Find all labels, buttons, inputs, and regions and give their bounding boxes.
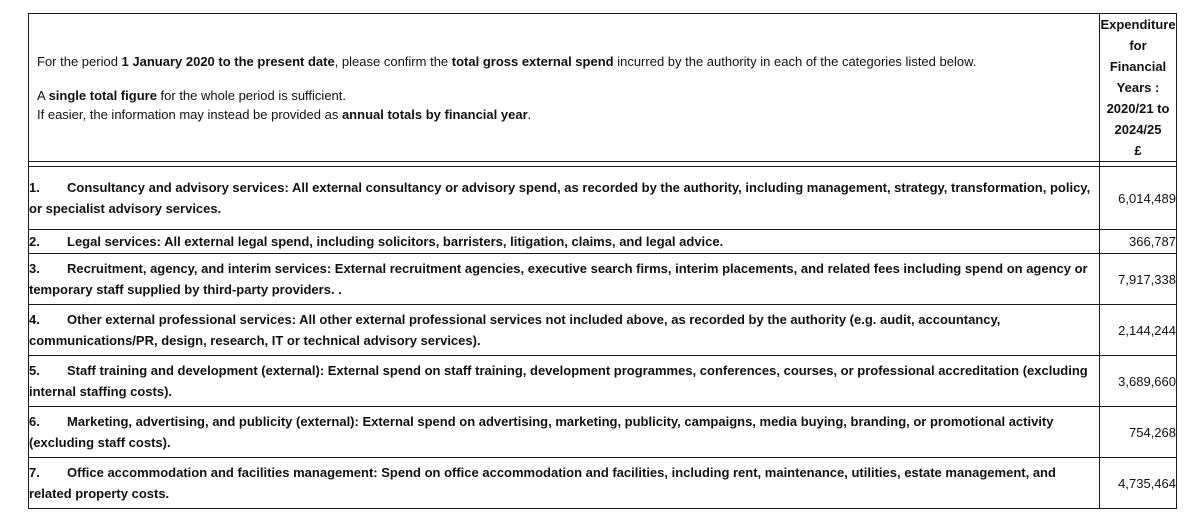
- expenditure-column-header: [1100, 14, 1177, 162]
- table-row: [29, 356, 1177, 407]
- header-line: 2020/21 to: [1106, 101, 1170, 116]
- table-row: [29, 167, 1177, 230]
- row-description: [29, 458, 1100, 509]
- row-text: Marketing, advertising, and publicity (external): External spend on advertising, marketing, publicity, campaigns, media buying, branding, or promotional activity (excluding staff costs).: [29, 414, 1054, 450]
- row-value: 366,787: [1100, 230, 1177, 254]
- table-row: [29, 407, 1177, 458]
- intro-bold-annual-totals: annual totals by financial year: [341, 106, 528, 122]
- header-line: 2024/25: [1114, 122, 1162, 137]
- table-row: [29, 254, 1177, 305]
- row-number: 2.: [29, 234, 40, 249]
- row-text: Consultancy and advisory services: All external consultancy or advisory spend, as recorded by the authority, including management, strategy, transformation, policy, or specialist advisory services.: [29, 180, 1091, 216]
- row-number: 7.: [29, 465, 40, 480]
- table-row: [29, 305, 1177, 356]
- row-number: 3.: [29, 261, 40, 276]
- intro-bold-period: 1 January 2020 to the present date: [121, 53, 335, 69]
- row-description: [29, 305, 1100, 356]
- intro-text-segment: , please confirm the: [334, 53, 452, 69]
- header-line: Years :: [1116, 80, 1160, 95]
- row-text: Staff training and development (external): External spend on staff training, development programmes, conferences, courses, or professional accreditation (excluding internal staffing costs).: [29, 363, 1088, 399]
- intro-line-2: [37, 86, 1091, 105]
- row-number: 4.: [29, 312, 40, 327]
- header-line: Financial: [1109, 59, 1167, 74]
- row-text: Other external professional services: All other external professional services not included above, as recorded by the authority (e.g. audit, accountancy, communications/PR, design, research, IT or technical advisory services).: [29, 312, 1001, 348]
- intro-text: [29, 52, 1099, 124]
- header-row: [29, 14, 1177, 162]
- row-value: 2,144,244: [1100, 305, 1177, 356]
- row-number: 5.: [29, 363, 40, 378]
- header-line: Expenditure: [1100, 17, 1176, 32]
- intro-text-segment: A: [37, 87, 49, 103]
- row-description: [29, 356, 1100, 407]
- header-currency: £: [1134, 143, 1142, 158]
- row-value: 3,689,660: [1100, 356, 1177, 407]
- intro-bold-spend: total gross external spend: [451, 53, 614, 69]
- row-value: 7,917,338: [1100, 254, 1177, 305]
- row-text: Legal services: All external legal spend, including solicitors, barristers, litigation, claims, and legal advice.: [67, 234, 724, 249]
- table-row: [29, 458, 1177, 509]
- row-value: 754,268: [1100, 407, 1177, 458]
- intro-text-segment: If easier, the information may instead be provided as: [37, 106, 342, 122]
- row-number: 6.: [29, 414, 40, 429]
- intro-line-3: [37, 105, 1091, 124]
- intro-text-segment: .: [527, 106, 532, 122]
- intro-cell: [29, 14, 1100, 162]
- intro-line-1: [37, 52, 1091, 71]
- intro-text-segment: For the period: [37, 53, 122, 69]
- intro-bold-single-total: single total figure: [48, 87, 157, 103]
- row-value: 4,735,464: [1100, 458, 1177, 509]
- intro-text-segment: incurred by the authority in each of the categories listed below.: [613, 53, 977, 69]
- header-line: for: [1129, 38, 1147, 53]
- row-description: [29, 407, 1100, 458]
- row-value: 6,014,489: [1100, 167, 1177, 230]
- row-number: 1.: [29, 180, 40, 195]
- row-text: Office accommodation and facilities management: Spend on office accommodation and facilities, including rent, maintenance, utilities, estate management, and related property costs.: [29, 465, 1056, 501]
- expenditure-table: [28, 13, 1177, 509]
- row-description: [29, 167, 1100, 230]
- row-text: Recruitment, agency, and interim services: External recruitment agencies, executive search firms, interim placements, and related fees including spend on agency or temporary staff supplied by third-party providers. .: [29, 261, 1088, 297]
- row-description: [29, 254, 1100, 305]
- row-description: [29, 230, 1100, 254]
- table-row: [29, 230, 1177, 254]
- intro-text-segment: for the whole period is sufficient.: [156, 87, 347, 103]
